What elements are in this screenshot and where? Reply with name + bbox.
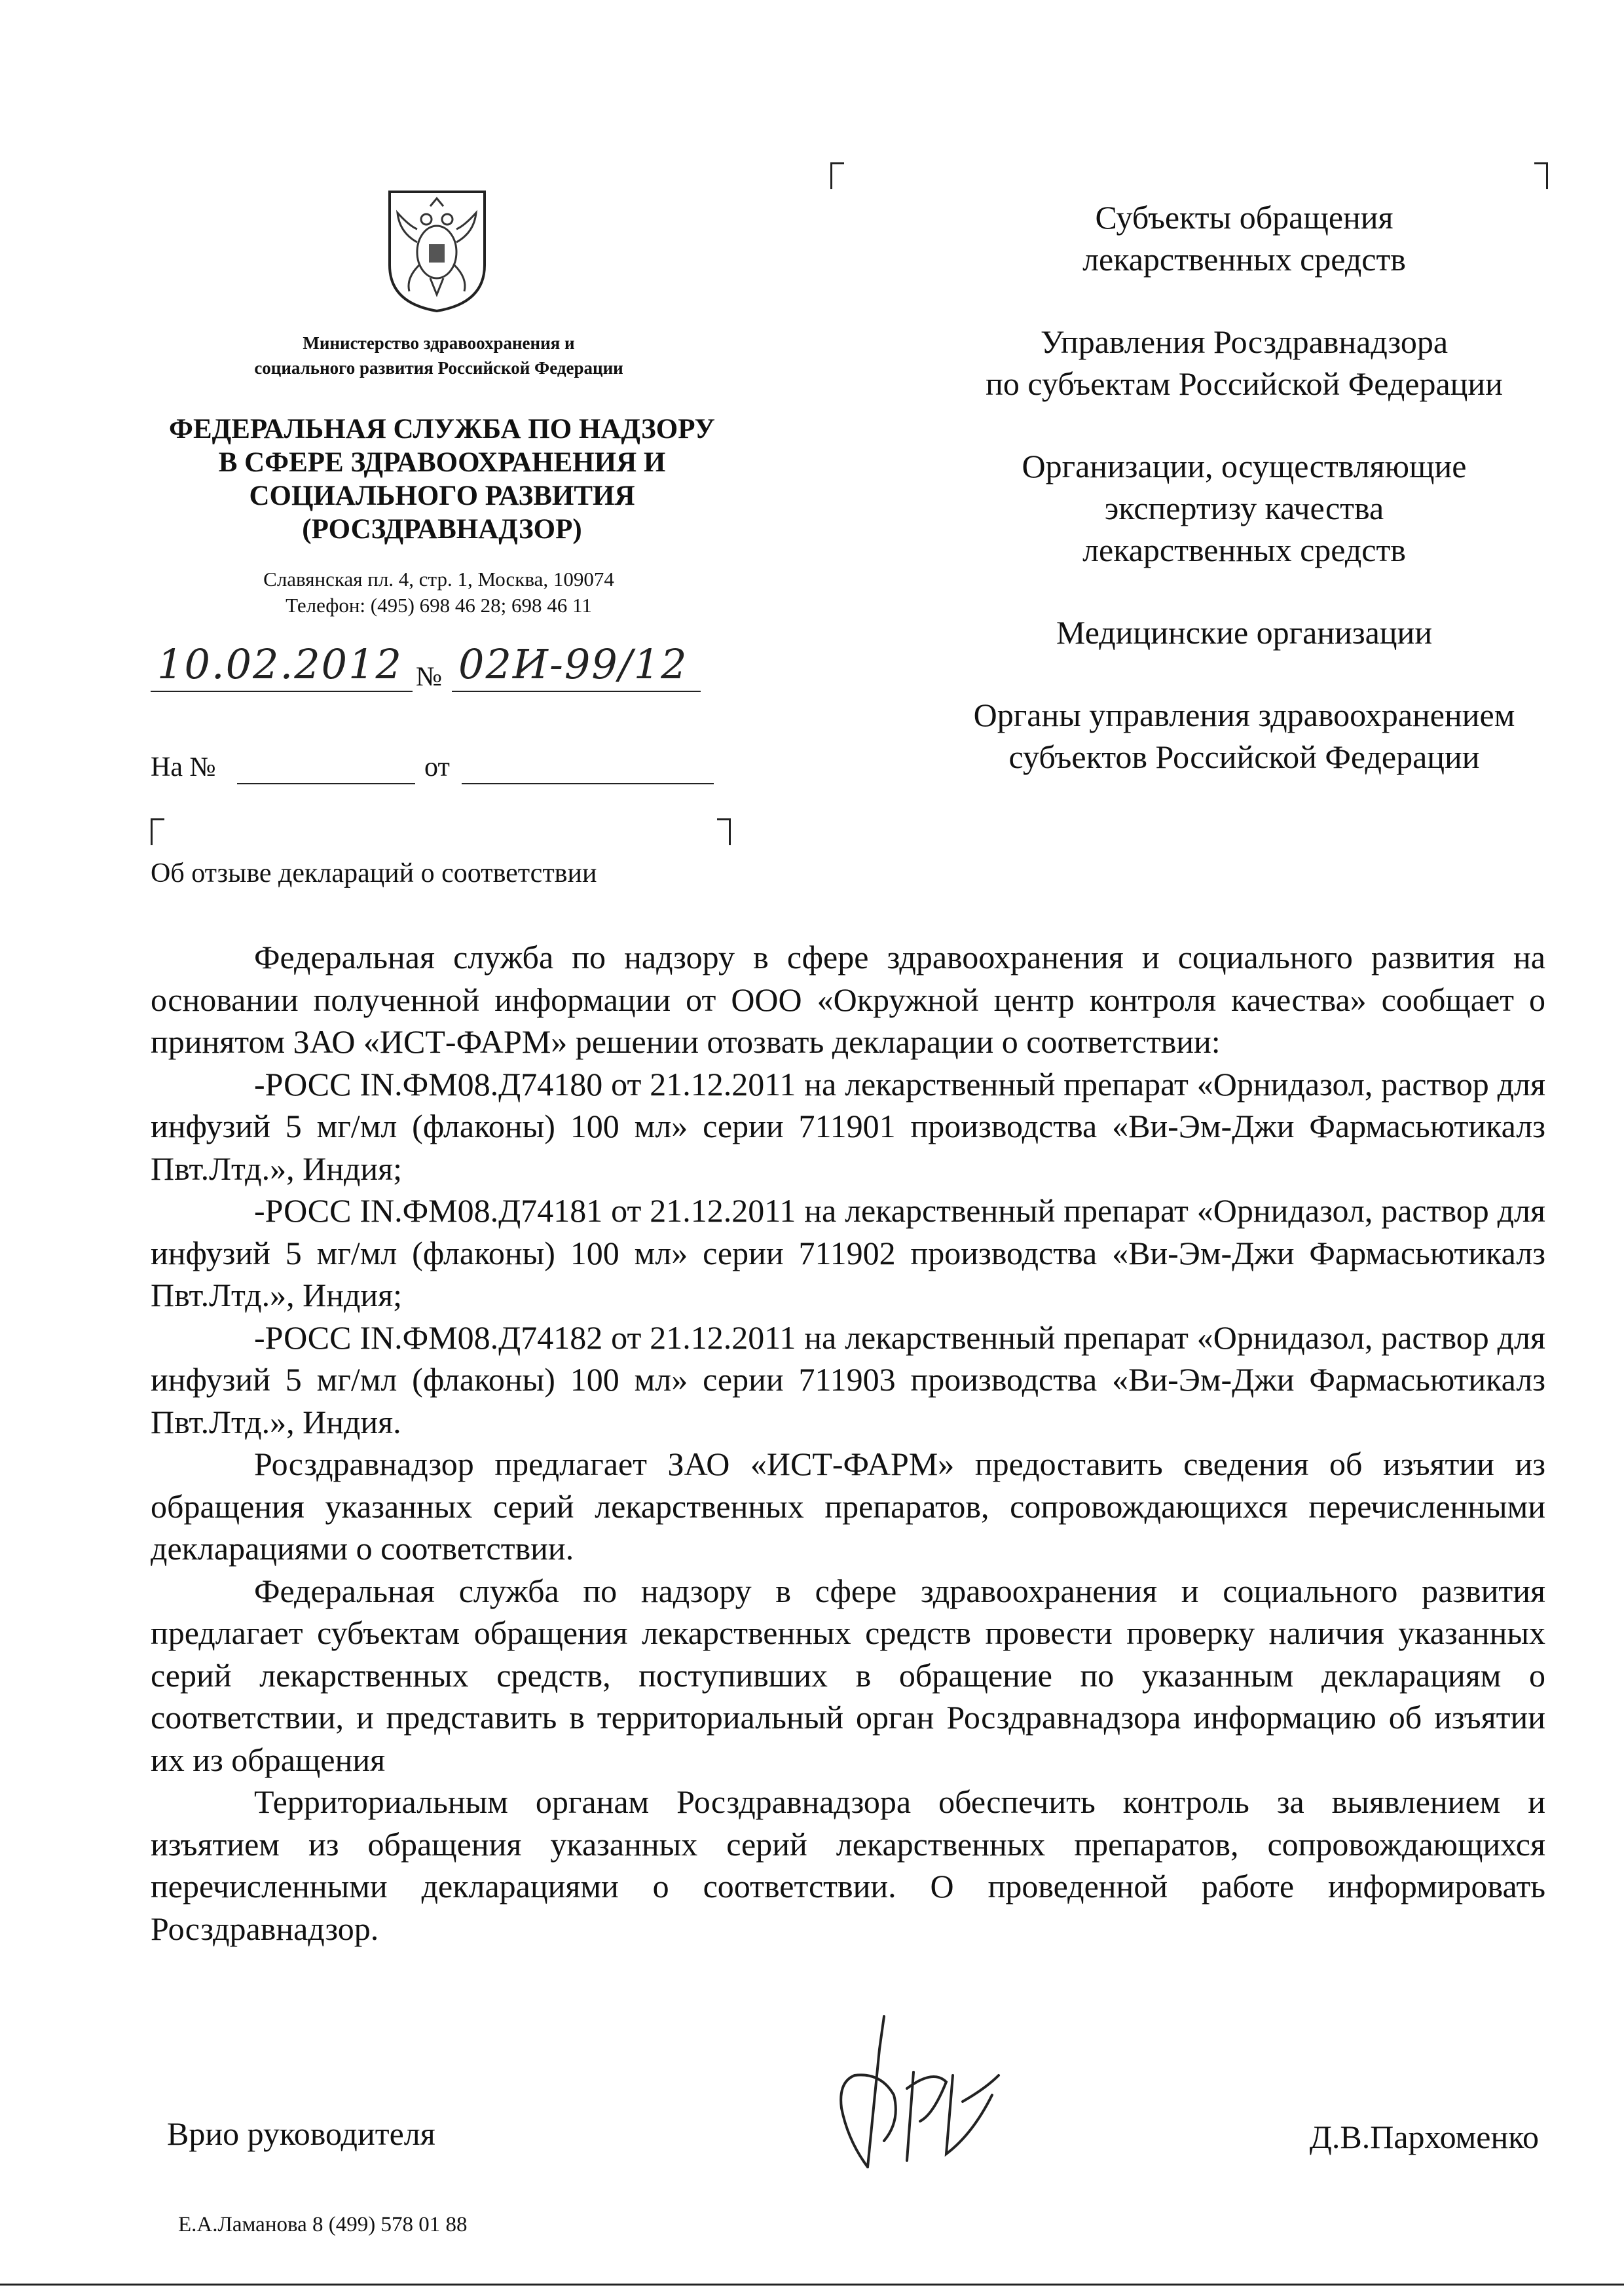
phone-line: Телефон: (495) 698 46 28; 698 46 11	[286, 594, 592, 617]
agency-line: (РОСЗДРАВНАДЗОР)	[302, 514, 582, 545]
executor-contact: Е.А.Ламанова 8 (499) 578 01 88	[178, 2213, 468, 2236]
agency-line: В СФЕРЕ ЗДРАВООХРАНЕНИЯ И	[218, 447, 666, 478]
recipient-line: Управления Росздравнадзора	[1040, 323, 1449, 360]
recipient-line: Субъекты обращения	[1095, 199, 1393, 236]
reference-number-blank	[237, 783, 415, 784]
address-line: Славянская пл. 4, стр. 1, Москва, 109074	[263, 568, 614, 591]
agency-name	[118, 412, 766, 546]
recipient-group	[917, 694, 1572, 778]
body-paragraph: Росздравнадзор предлагает ЗАО «ИСТ-ФАРМ» предоставить сведения об изъятии из обращения указанных серий лекарственных препаратов, сопровождающихся перечисленными декларациями о соответствии.	[151, 1446, 1545, 1567]
registration-date-field	[151, 640, 413, 692]
agency-line: СОЦИАЛЬНОГО РАЗВИТИЯ	[249, 481, 635, 511]
subject-corner-right	[717, 818, 731, 845]
signatory-name: Д.В.Пархоменко	[1309, 2119, 1539, 2155]
reference-date-blank	[462, 783, 714, 784]
agency-address	[151, 566, 727, 619]
ministry-name	[151, 331, 727, 380]
body-paragraph: Федеральная служба по надзору в сфере здравоохранения и социального развития на основании полученной информации от ООО «Окружной центр контроля качества» сообщает о принятом ЗАО «ИСТ-ФАРМ» решении отозвать декларации о соответствии:	[151, 939, 1545, 1060]
recipient-line: Организации, осуществляющие	[1022, 448, 1467, 484]
letter-body	[151, 936, 1545, 1950]
recipient-line: лекарственных средств	[1082, 241, 1406, 278]
reference-number-label: На №	[151, 752, 216, 782]
registration-number: 02И-99/12	[458, 640, 688, 688]
recipient-line: экспертизу качества	[1104, 490, 1384, 526]
subject-corner-left	[151, 818, 164, 845]
registration-number-label: №	[416, 662, 443, 692]
recipient-line: Органы управления здравоохранением	[973, 697, 1515, 733]
signatory-position: Врио руководителя	[167, 2115, 435, 2152]
recipient-line: субъектов Российской Федерации	[1008, 738, 1480, 775]
recipient-group	[917, 321, 1572, 405]
recipient-corner-right	[1534, 162, 1548, 189]
body-paragraph: -РОСС IN.ФМ08.Д74181 от 21.12.2011 на лекарственный препарат «Орнидазол, раствор для инфузий 5 мг/мл (флаконы) 100 мл» серии 711902 производства «Ви-Эм-Джи Фармасьютикалз Пвт.Лтд.», Индия;	[151, 1192, 1545, 1313]
bottom-divider	[0, 2284, 1624, 2286]
recipient-corner-left	[830, 162, 844, 189]
recipient-line: по субъектам Российской Федерации	[986, 365, 1503, 402]
body-paragraph: -РОСС IN.ФМ08.Д74180 от 21.12.2011 на лекарственный препарат «Орнидазол, раствор для инфузий 5 мг/мл (флаконы) 100 мл» серии 711901 производства «Ви-Эм-Джи Фармасьютикалз Пвт.Лтд.», Индия;	[151, 1065, 1545, 1187]
coat-of-arms-emblem	[383, 187, 491, 314]
registration-date: 10.02.2012	[157, 640, 403, 688]
recipient-line: Медицинские организации	[1056, 614, 1433, 651]
recipient-line: лекарственных средств	[1082, 532, 1406, 568]
letter-subject: Об отзыве деклараций о соответствии	[151, 858, 597, 888]
recipient-group	[917, 445, 1572, 571]
body-paragraph: -РОСС IN.ФМ08.Д74182 от 21.12.2011 на лекарственный препарат «Орнидазол, раствор для инфузий 5 мг/мл (флаконы) 100 мл» серии 711903 производства «Ви-Эм-Джи Фармасьютикалз Пвт.Лтд.», Индия.	[151, 1319, 1545, 1440]
recipient-group	[917, 196, 1572, 280]
body-paragraph: Федеральная служба по надзору в сфере здравоохранения и социального развития предлагает субъектам обращения лекарственных средств провести проверку наличия указанных серий лекарственных средств, поступивших в обращение по указанным декларациям о соответствии, и представить в территориальный орган Росздравнадзора информацию об изъятии их из обращения	[151, 1572, 1545, 1778]
registration-number-field	[452, 640, 701, 692]
body-paragraph: Территориальным органам Росздравнадзора обеспечить контроль за выявлением и изъятием из обращения указанных серий лекарственных препаратов, сопровождающихся перечисленными декларациями о соответствии. О проведенной работе информировать Росздравнадзор.	[151, 1783, 1545, 1947]
agency-line: ФЕДЕРАЛЬНАЯ СЛУЖБА ПО НАДЗОРУ	[169, 414, 715, 445]
recipient-group	[917, 611, 1572, 653]
ministry-line: социального развития Российской Федерации	[254, 358, 623, 378]
ministry-line: Министерство здравоохранения и	[303, 333, 575, 353]
handwritten-signature	[822, 2010, 1025, 2180]
recipients-block	[917, 196, 1572, 818]
reference-from-label: от	[424, 752, 450, 782]
